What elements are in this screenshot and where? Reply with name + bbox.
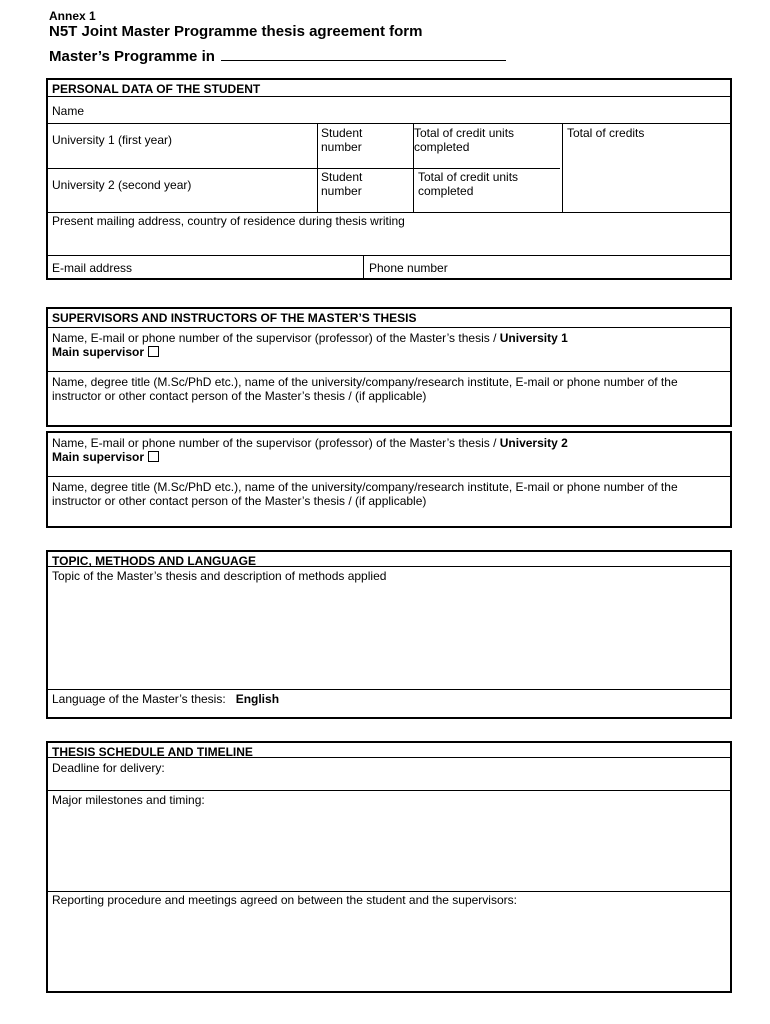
university-1-field[interactable]: University 1 (first year) xyxy=(52,133,173,147)
main-supervisor-1-checkbox[interactable] xyxy=(148,346,159,357)
main-supervisor-1-label: Main supervisor xyxy=(52,345,145,359)
email-field[interactable]: E-mail address xyxy=(52,261,133,275)
main-supervisor-2-checkbox[interactable] xyxy=(148,451,159,462)
university-2-label: University 2 xyxy=(499,436,568,450)
language-value: English xyxy=(235,692,280,706)
reporting-field[interactable]: Reporting procedure and meetings agreed on between the student and the supervisors: xyxy=(52,893,517,907)
form-title: N5T Joint Master Programme thesis agreement form xyxy=(49,23,423,40)
schedule-heading: THESIS SCHEDULE AND TIMELINE xyxy=(52,745,253,759)
supervisors-section-2 xyxy=(46,431,732,528)
supervisors-heading: SUPERVISORS AND INSTRUCTORS OF THE MASTER’S THESIS xyxy=(52,311,417,325)
deadline-field[interactable]: Deadline for delivery: xyxy=(52,761,165,775)
university-1-label: University 1 xyxy=(499,331,568,345)
name-field[interactable]: Name xyxy=(52,104,85,118)
student-number-2-field[interactable]: Student number xyxy=(321,170,363,198)
milestones-field[interactable]: Major milestones and timing: xyxy=(52,793,205,807)
student-number-1-field[interactable]: Student number xyxy=(321,126,363,154)
schedule-section xyxy=(46,741,732,993)
annex-label: Annex 1 xyxy=(49,9,96,23)
programme-label: Master’s Programme in xyxy=(49,48,215,65)
address-field[interactable]: Present mailing address, country of residence during thesis writing xyxy=(52,214,405,228)
phone-field[interactable]: Phone number xyxy=(369,261,448,275)
supervisor-2-label: Name, E-mail or phone number of the supervisor (professor) of the Master’s thesis / xyxy=(52,436,500,450)
language-field[interactable] xyxy=(52,692,279,706)
supervisors-section-1 xyxy=(46,307,732,427)
supervisor-1-field[interactable] xyxy=(52,331,722,359)
total-credits-field[interactable]: Total of credits xyxy=(567,126,645,140)
personal-heading: PERSONAL DATA OF THE STUDENT xyxy=(52,82,261,96)
programme-line xyxy=(49,46,506,65)
supervisor-1-label: Name, E-mail or phone number of the supervisor (professor) of the Master’s thesis / xyxy=(52,331,500,345)
supervisor-2-field[interactable] xyxy=(52,436,722,464)
topic-field[interactable]: Topic of the Master’s thesis and description of methods applied xyxy=(52,569,387,583)
university-2-field[interactable]: University 2 (second year) xyxy=(52,178,192,192)
main-supervisor-2-label: Main supervisor xyxy=(52,450,145,464)
language-label: Language of the Master’s thesis: xyxy=(52,692,226,706)
programme-field[interactable] xyxy=(221,46,506,61)
credit-units-1-field[interactable]: Total of credit units completed xyxy=(414,126,515,154)
topic-section xyxy=(46,550,732,719)
topic-heading: TOPIC, METHODS AND LANGUAGE xyxy=(52,554,257,568)
instructor-2-field[interactable]: Name, degree title (M.Sc/PhD etc.), name of the university/company/research institute, E-mail or phone number of the instructor or other contact person of the Master’s thesis / (if applicable) xyxy=(52,480,678,508)
instructor-1-field[interactable]: Name, degree title (M.Sc/PhD etc.), name of the university/company/research institute, E-mail or phone number of the instructor or other contact person of the Master’s thesis / (if applicable) xyxy=(52,375,678,403)
credit-units-2-field[interactable]: Total of credit units completed xyxy=(418,170,519,198)
personal-data-section xyxy=(46,78,732,280)
